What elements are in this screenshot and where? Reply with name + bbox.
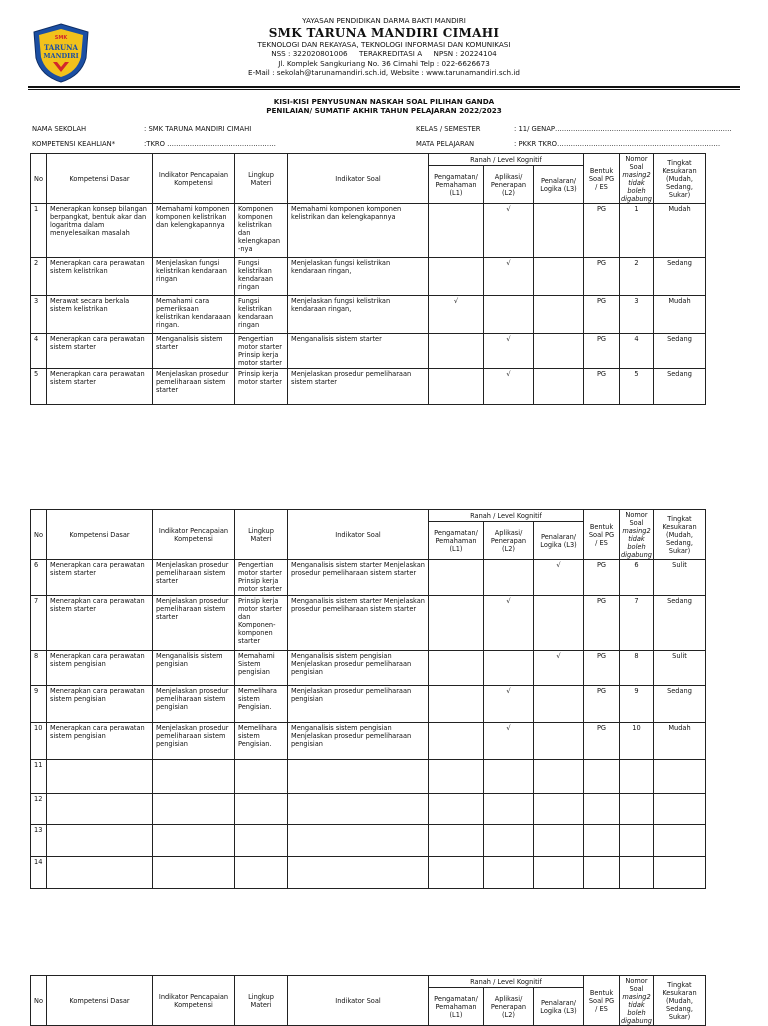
class-label: KELAS / SEMESTER [416,125,481,133]
table-row [31,369,706,405]
cell-l2: √ [484,596,534,651]
cell-lingkup-materi [235,794,288,825]
table-row [31,825,706,857]
cell-indikator-pencapaian [153,825,235,857]
cell-bentuk-soal: PG [584,296,620,334]
cell-indikator-pencapaian [153,857,235,889]
cell-indikator-pencapaian: Menganalisis sistem pengisian [153,651,235,686]
cell-indikator-soal: Menjelaskan fungsi kelistrikan kendaraan ringan, [288,258,429,296]
col-lingkup-materi: Lingkup Materi [235,510,288,560]
cell-lingkup-materi: Memelihara sistem Pengisian. [235,686,288,723]
cell-nomor-soal [620,794,654,825]
cell-l1 [429,369,484,405]
cell-l2 [484,825,534,857]
foundation-name: YAYASAN PENDIDIKAN DARMA BAKTI MANDIRI [302,16,466,25]
cell-l1 [429,258,484,296]
table-header [31,976,706,1026]
cell-kompetensi-dasar: Menerapkan cara perawatan sistem starter [47,596,153,651]
nomor-soal-note: masing2 tidak boleh digabung [621,526,652,559]
kisi-table-page3 [30,975,706,1026]
col-tingkat-kesukaran: Tingkat Kesukaran (Mudah, Sedang, Sukar) [653,510,705,560]
school-programs: TEKNOLOGI DAN REKAYASA, TEKNOLOGI INFORMASI DAN KOMUNIKASI [257,39,511,49]
cell-l3 [534,296,584,334]
table-row [31,204,706,258]
cell-lingkup-materi: Memahami Sistem pengisian [235,651,288,686]
cell-nomor-soal: 4 [620,334,654,369]
col-l3: Penalaran/ Logika (L3) [534,988,584,1026]
cell-bentuk-soal: PG [584,651,620,686]
school-address: Jl. Komplek Sangkuriang No. 36 Cimahi Telp : 022-6626673 [278,58,490,68]
table-row [31,686,706,723]
header-rule-thin [28,89,740,90]
cell-indikator-soal: Menganalisis sistem pengisian Menjelaskan prosedur pemeliharaan pengisian [288,723,429,760]
cell-lingkup-materi [235,857,288,889]
cell-l3 [534,794,584,825]
cell-l3 [534,857,584,889]
col-no: No [31,154,47,204]
col-l3: Penalaran/ Logika (L3) [534,522,584,560]
cell-no: 14 [31,857,47,889]
cell-indikator-pencapaian: Menjelaskan fungsi kelistrikan kendaraan ringan [153,258,235,296]
cell-l1 [429,857,484,889]
table-row [31,857,706,889]
cell-no: 10 [31,723,47,760]
col-nomor-soal [620,976,654,1026]
cell-no: 1 [31,204,47,258]
cell-bentuk-soal: PG [584,204,620,258]
table-header [31,154,706,204]
cell-tingkat-kesukaran: Sedang [653,334,705,369]
document-title-line2: PENILAIAN/ SUMATIF AKHIR TAHUN PELAJARAN 2022/2023 [266,106,502,115]
cell-no: 4 [31,334,47,369]
cell-lingkup-materi [235,760,288,794]
cell-indikator-soal: Menjelaskan prosedur pemeliharaan pengisian [288,686,429,723]
cell-l1 [429,794,484,825]
cell-bentuk-soal [584,825,620,857]
table-row [31,334,706,369]
col-bentuk-soal: Bentuk Soal PG / ES [584,154,620,204]
cell-l1 [429,651,484,686]
cell-tingkat-kesukaran: Sedang [653,258,705,296]
cell-no: 13 [31,825,47,857]
cell-l1 [429,723,484,760]
cell-l2 [484,560,534,596]
table-row [31,296,706,334]
col-ranah: Ranah / Level Kognitif [429,154,584,166]
school-ids: NSS : 322020801006 TERAKREDITASI A NPSN : 20224104 [271,49,497,59]
nomor-soal-label: Nomor Soal [625,510,648,527]
table-row [31,596,706,651]
cell-no: 11 [31,760,47,794]
cell-no: 8 [31,651,47,686]
col-indikator-pencapaian: Indikator Pencapaian Kompetensi [153,510,235,560]
cell-kompetensi-dasar: Menerapkan cara perawatan sistem pengisian [47,651,153,686]
kisi-table-page2 [30,509,706,889]
logo-line1: TARUNA [43,43,79,52]
cell-l1 [429,686,484,723]
cell-l1 [429,204,484,258]
col-nomor-soal [620,154,654,204]
cell-kompetensi-dasar: Menerapkan cara perawatan sistem pengisian [47,723,153,760]
cell-bentuk-soal [584,857,620,889]
cell-bentuk-soal: PG [584,686,620,723]
cell-indikator-soal [288,825,429,857]
cell-indikator-pencapaian: Memahami cara pemeriksaan kelistrikan kendaraaan ringan. [153,296,235,334]
col-indikator-pencapaian: Indikator Pencapaian Kompetensi [153,976,235,1026]
logo-line2: MANDIRI [43,52,79,60]
table-row [31,560,706,596]
cell-nomor-soal: 5 [620,369,654,405]
col-l2: Aplikasi/ Penerapan (L2) [484,166,534,204]
cell-indikator-soal: Menjelaskan fungsi kelistrikan kendaraan ringan, [288,296,429,334]
cell-indikator-soal: Menganalisis sistem pengisian Menjelaskan prosedur pemeliharaan pengisian [288,651,429,686]
cell-l1 [429,825,484,857]
col-l1: Pengamatan/ Pemahaman (L1) [429,166,484,204]
cell-kompetensi-dasar: Menerapkan cara perawatan sistem starter [47,334,153,369]
cell-l2: √ [484,686,534,723]
col-l2: Aplikasi/ Penerapan (L2) [484,988,534,1026]
cell-bentuk-soal: PG [584,723,620,760]
cell-l3 [534,258,584,296]
cell-bentuk-soal: PG [584,334,620,369]
col-bentuk-soal: Bentuk Soal PG / ES [584,510,620,560]
cell-indikator-soal: Menganalisis sistem starter Menjelaskan prosedur pemeliharaan sistem starter [288,560,429,596]
col-tingkat-kesukaran: Tingkat Kesukaran (Mudah, Sedang, Sukar) [653,154,705,204]
cell-lingkup-materi: Fungsi kelistrikan kendaraan ringan [235,296,288,334]
subject-value: : PKKR TKRO……………………………………………………………… [514,140,721,148]
logo-top-text: SMK [54,35,68,41]
cell-nomor-soal: 2 [620,258,654,296]
cell-kompetensi-dasar: Menerapkan cara perawatan sistem kelistrikan [47,258,153,296]
col-no: No [31,976,47,1026]
cell-tingkat-kesukaran: Mudah [653,296,705,334]
col-bentuk-soal: Bentuk Soal PG / ES [584,976,620,1026]
cell-nomor-soal: 10 [620,723,654,760]
cell-kompetensi-dasar [47,760,153,794]
cell-kompetensi-dasar: Merawat secara berkala sistem kelistrikan [47,296,153,334]
cell-bentuk-soal: PG [584,369,620,405]
cell-l1 [429,334,484,369]
cell-lingkup-materi: Prinsip kerja motor starter [235,369,288,405]
letterhead [0,16,768,78]
cell-tingkat-kesukaran: Sedang [653,596,705,651]
cell-lingkup-materi: Pengertian motor starter Prinsip kerja motor starter [235,560,288,596]
cell-indikator-pencapaian: Menganalisis sistem starter [153,334,235,369]
cell-indikator-pencapaian [153,794,235,825]
cell-kompetensi-dasar: Menerapkan konsep bilangan berpangkat, bentuk akar dan logaritma dalam menyelesaikan masalah [47,204,153,258]
cell-l3 [534,204,584,258]
cell-l2: √ [484,369,534,405]
cell-kompetensi-dasar [47,825,153,857]
table-row [31,651,706,686]
cell-l3 [534,825,584,857]
cell-indikator-soal: Menganalisis sistem starter [288,334,429,369]
nomor-soal-label: Nomor Soal [625,154,648,171]
cell-tingkat-kesukaran: Sedang [653,369,705,405]
cell-indikator-pencapaian: Menjelaskan prosedur pemeliharaan sistem starter [153,596,235,651]
cell-indikator-soal: Menganalisis sistem starter Menjelaskan prosedur pemeliharaan sistem starter [288,596,429,651]
col-lingkup-materi: Lingkup Materi [235,976,288,1026]
cell-nomor-soal [620,760,654,794]
kisi-table-page1 [30,153,706,405]
cell-indikator-pencapaian: Menjelaskan prosedur pemeliharaan sistem pengisian [153,723,235,760]
table-row [31,760,706,794]
col-no: No [31,510,47,560]
cell-nomor-soal: 7 [620,596,654,651]
cell-nomor-soal: 6 [620,560,654,596]
cell-indikator-soal [288,760,429,794]
class-value: : 11/ GENAP…………………………………………………………………… [514,125,732,133]
col-indikator-soal: Indikator Soal [288,510,429,560]
nomor-soal-note: masing2 tidak boleh digabung [621,992,652,1025]
cell-lingkup-materi: Prinsip kerja motor starter dan Komponen-komponen starter [235,596,288,651]
cell-indikator-pencapaian: Memahami komponen komponen kelistrikan dan kelengkapannya [153,204,235,258]
cell-l3 [534,760,584,794]
cell-indikator-pencapaian: Menjelaskan prosedur pemeliharaan sistem starter [153,560,235,596]
cell-indikator-pencapaian [153,760,235,794]
cell-lingkup-materi: Memelihara sistem Pengisian. [235,723,288,760]
col-indikator-soal: Indikator Soal [288,154,429,204]
cell-l3 [534,369,584,405]
major-label: KOMPETENSI KEAHLIAN* [32,140,116,148]
cell-tingkat-kesukaran [653,760,705,794]
cell-indikator-pencapaian: Menjelaskan prosedur pemeliharaan sistem starter [153,369,235,405]
cell-bentuk-soal: PG [584,258,620,296]
col-kompetensi-dasar: Kompetensi Dasar [47,154,153,204]
cell-l2: √ [484,258,534,296]
cell-tingkat-kesukaran: Sedang [653,686,705,723]
cell-tingkat-kesukaran [653,794,705,825]
cell-indikator-pencapaian: Menjelaskan prosedur pemeliharaan sistem pengisian [153,686,235,723]
cell-nomor-soal: 3 [620,296,654,334]
subject-label: MATA PELAJARAN [416,140,475,148]
cell-nomor-soal: 8 [620,651,654,686]
col-kompetensi-dasar: Kompetensi Dasar [47,976,153,1026]
table-row [31,258,706,296]
cell-bentuk-soal [584,794,620,825]
col-indikator-soal: Indikator Soal [288,976,429,1026]
cell-no: 12 [31,794,47,825]
cell-kompetensi-dasar: Menerapkan cara perawatan sistem starter [47,369,153,405]
cell-lingkup-materi: Komponen komponen kelistrikan dan kelengkapan -nya [235,204,288,258]
cell-l3: √ [534,560,584,596]
col-kompetensi-dasar: Kompetensi Dasar [47,510,153,560]
cell-l2 [484,296,534,334]
cell-nomor-soal [620,857,654,889]
cell-l2 [484,651,534,686]
col-indikator-pencapaian: Indikator Pencapaian Kompetensi [153,154,235,204]
nomor-soal-label: Nomor Soal [625,976,648,993]
cell-no: 3 [31,296,47,334]
cell-indikator-soal: Menjelaskan prosedur pemeliharaan sistem starter [288,369,429,405]
col-tingkat-kesukaran: Tingkat Kesukaran (Mudah, Sedang, Sukar) [653,976,705,1026]
col-lingkup-materi: Lingkup Materi [235,154,288,204]
cell-l3: √ [534,651,584,686]
table-row [31,723,706,760]
col-l1: Pengamatan/ Pemahaman (L1) [429,988,484,1026]
cell-kompetensi-dasar [47,794,153,825]
col-ranah: Ranah / Level Kognitif [429,510,584,522]
cell-tingkat-kesukaran [653,825,705,857]
cell-no: 7 [31,596,47,651]
cell-nomor-soal [620,825,654,857]
cell-l3 [534,686,584,723]
school-name: SMK TARUNA MANDIRI CIMAHI [268,25,500,40]
cell-l3 [534,596,584,651]
cell-tingkat-kesukaran: Mudah [653,723,705,760]
col-ranah: Ranah / Level Kognitif [429,976,584,988]
document-title-line1: KISI-KISI PENYUSUNAN NASKAH SOAL PILIHAN GANDA [273,97,495,106]
cell-l2: √ [484,334,534,369]
cell-indikator-soal: Memahami komponen komponen kelistrikan dan kelengkapannya [288,204,429,258]
cell-tingkat-kesukaran [653,857,705,889]
cell-tingkat-kesukaran: Mudah [653,204,705,258]
cell-indikator-soal [288,857,429,889]
cell-lingkup-materi: Pengertian motor starter Prinsip kerja motor starter [235,334,288,369]
cell-nomor-soal: 1 [620,204,654,258]
cell-l3 [534,334,584,369]
cell-no: 2 [31,258,47,296]
cell-kompetensi-dasar [47,857,153,889]
cell-l2 [484,857,534,889]
school-value: : SMK TARUNA MANDIRI CIMAHI [144,125,252,133]
cell-indikator-soal [288,794,429,825]
cell-tingkat-kesukaran: Sulit [653,560,705,596]
cell-no: 5 [31,369,47,405]
table-header [31,510,706,560]
cell-l2 [484,760,534,794]
cell-no: 6 [31,560,47,596]
cell-kompetensi-dasar: Menerapkan cara perawatan sistem pengisian [47,686,153,723]
cell-l1 [429,760,484,794]
cell-l1 [429,560,484,596]
cell-nomor-soal: 9 [620,686,654,723]
cell-kompetensi-dasar: Menerapkan cara perawatan sistem starter [47,560,153,596]
school-contact: E-Mail : sekolah@tarunamandiri.sch.id, Website : www.tarunamandiri.sch.id [248,68,520,78]
col-l3: Penalaran/ Logika (L3) [534,166,584,204]
cell-tingkat-kesukaran: Sulit [653,651,705,686]
cell-no: 9 [31,686,47,723]
col-l2: Aplikasi/ Penerapan (L2) [484,522,534,560]
cell-l2: √ [484,723,534,760]
cell-l1 [429,596,484,651]
table-row [31,794,706,825]
cell-bentuk-soal [584,760,620,794]
cell-bentuk-soal: PG [584,560,620,596]
header-rule-thick [28,86,740,88]
cell-bentuk-soal: PG [584,596,620,651]
col-nomor-soal [620,510,654,560]
nomor-soal-note: masing2 tidak boleh digabung [621,170,652,203]
major-value: :TKRO ………………………………………… [144,140,276,148]
cell-lingkup-materi: Fungsi kelistrikan kendaraan ringan [235,258,288,296]
cell-l2: √ [484,204,534,258]
cell-l2 [484,794,534,825]
school-label: NAMA SEKOLAH [32,125,87,133]
cell-l3 [534,723,584,760]
document-title [0,97,768,115]
cell-lingkup-materi [235,825,288,857]
cell-l1: √ [429,296,484,334]
col-l1: Pengamatan/ Pemahaman (L1) [429,522,484,560]
